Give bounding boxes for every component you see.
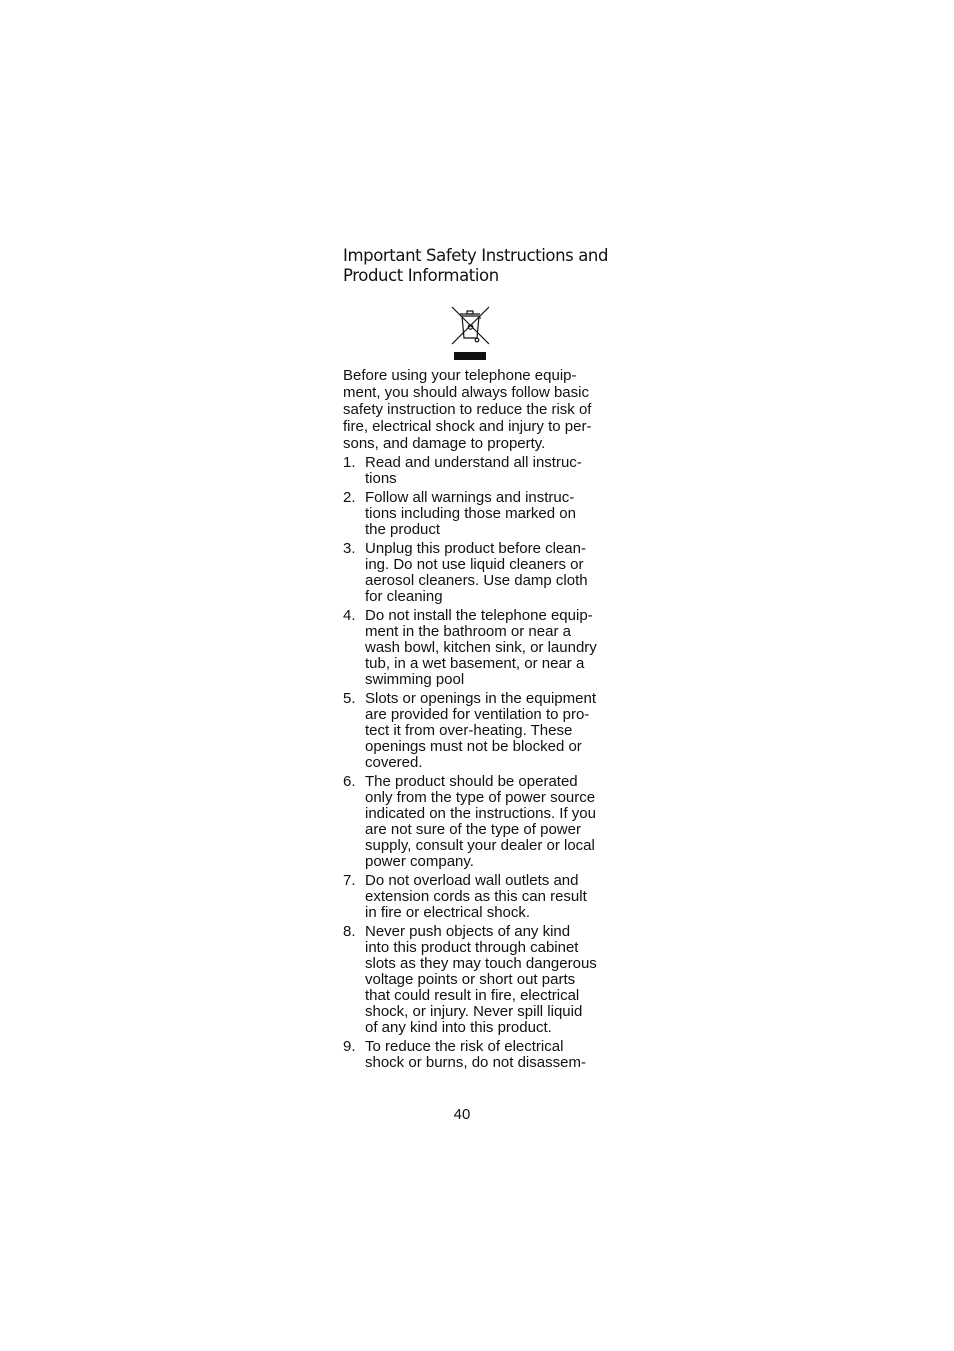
item-line: ing. Do not use liquid cleaners or	[365, 556, 584, 573]
item-line: into this product through cabinet	[365, 939, 579, 956]
item-line: supply, consult your dealer or local	[365, 837, 595, 854]
item-line: shock or burns, do not disassem-	[365, 1054, 586, 1071]
item-line: Slots or openings in the equipment	[365, 690, 596, 707]
list-item	[343, 490, 618, 538]
item-line: that could result in fire, electrical	[365, 987, 580, 1004]
list-item	[343, 455, 618, 487]
page-number: 40	[453, 1106, 471, 1123]
item-line: voltage points or short out parts	[365, 971, 576, 988]
page-heading	[343, 246, 623, 286]
item-number: 5.	[343, 690, 356, 707]
item-line: Follow all warnings and instruc-	[365, 489, 575, 506]
list-item	[343, 1039, 618, 1071]
item-number: 1.	[343, 454, 356, 471]
item-line: Read and understand all instruc-	[365, 454, 582, 471]
intro-line: Before using your telephone equip-	[343, 367, 577, 384]
intro-line: sons, and damage to property.	[343, 435, 546, 452]
item-line: only from the type of power source	[365, 789, 596, 806]
list-item	[343, 873, 618, 921]
item-line: for cleaning	[365, 588, 443, 605]
list-item	[343, 691, 618, 771]
item-line: swimming pool	[365, 671, 465, 688]
item-line: tub, in a wet basement, or near a	[365, 655, 585, 672]
list-item	[343, 774, 618, 870]
intro-line: safety instruction to reduce the risk of	[343, 401, 592, 418]
item-number: 2.	[343, 489, 356, 506]
heading-line-2: Product Information	[343, 266, 499, 285]
item-number: 4.	[343, 607, 356, 624]
item-line: tect it from over-heating. These	[365, 722, 573, 739]
item-line: aerosol cleaners. Use damp cloth	[365, 572, 588, 589]
list-item	[343, 608, 618, 688]
item-number: 3.	[343, 540, 356, 557]
item-line: The product should be operated	[365, 773, 578, 790]
item-line: are provided for ventilation to pro-	[365, 706, 590, 723]
item-line: tions	[365, 470, 397, 487]
item-number: 9.	[343, 1038, 356, 1055]
crossed-out-wheelie-bin-icon	[450, 305, 490, 363]
item-line: Unplug this product before clean-	[365, 540, 586, 557]
item-line: Do not install the telephone equip-	[365, 607, 593, 624]
intro-paragraph	[343, 367, 615, 452]
item-number: 7.	[343, 872, 356, 889]
intro-line: ment, you should always follow basic	[343, 384, 589, 401]
item-line: of any kind into this product.	[365, 1019, 552, 1036]
item-line: the product	[365, 521, 441, 538]
heading-line-1: Important Safety Instructions and	[343, 246, 609, 265]
item-line: wash bowl, kitchen sink, or laundry	[365, 639, 597, 656]
item-line: covered.	[365, 754, 423, 771]
item-number: 6.	[343, 773, 356, 790]
intro-line: fire, electrical shock and injury to per-	[343, 418, 592, 435]
list-item	[343, 924, 618, 1036]
item-line: are not sure of the type of power	[365, 821, 581, 838]
item-line: slots as they may touch dangerous	[365, 955, 597, 972]
item-line: ment in the bathroom or near a	[365, 623, 571, 640]
item-line: shock, or injury. Never spill liquid	[365, 1003, 583, 1020]
safety-instructions-list	[343, 455, 618, 1074]
item-line: openings must not be blocked or	[365, 738, 582, 755]
item-line: in fire or electrical shock.	[365, 904, 531, 921]
item-line: indicated on the instructions. If you	[365, 805, 596, 822]
item-line: tions including those marked on	[365, 505, 576, 522]
item-line: To reduce the risk of electrical	[365, 1038, 564, 1055]
item-line: Do not overload wall outlets and	[365, 872, 579, 889]
list-item	[343, 541, 618, 605]
item-line: Never push objects of any kind	[365, 923, 571, 940]
item-line: extension cords as this can result	[365, 888, 587, 905]
item-number: 8.	[343, 923, 356, 940]
item-line: power company.	[365, 853, 474, 870]
